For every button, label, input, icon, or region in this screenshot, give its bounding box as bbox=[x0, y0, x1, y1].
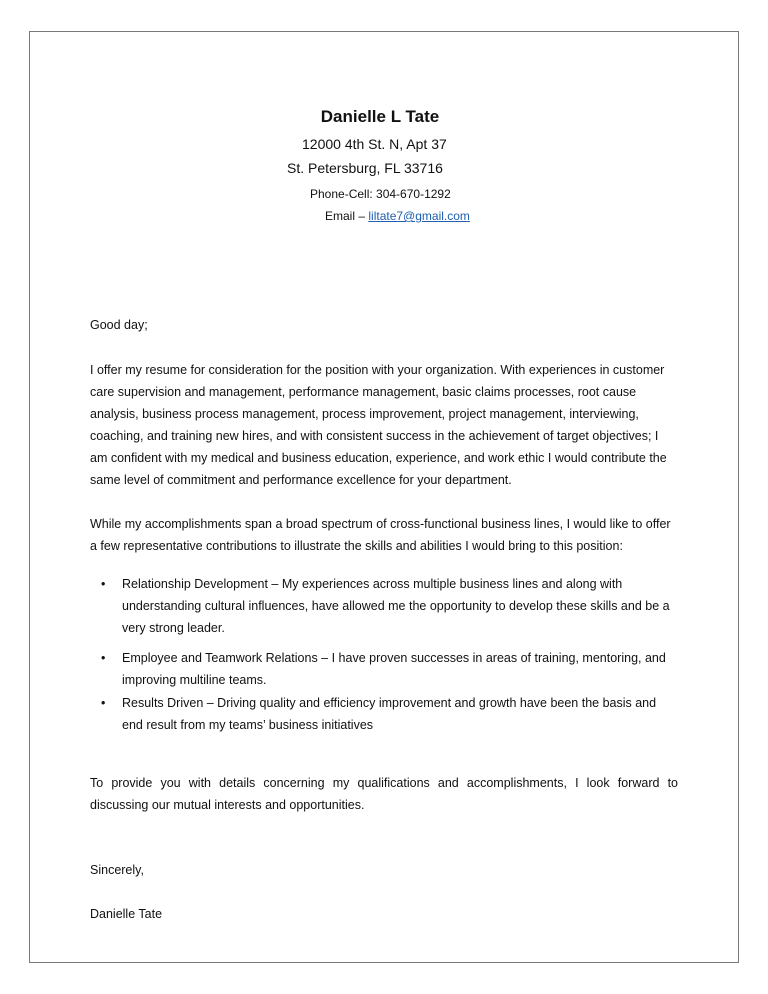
bullet-icon: • bbox=[101, 651, 106, 665]
paragraph-3-line: discussing our mutual interests and opportunities. bbox=[90, 798, 365, 812]
paragraph-1-line: coaching, and training new hires, and with consistent success in the achievement of target objectives; I bbox=[90, 429, 659, 443]
paragraph-1-line: same level of commitment and performance excellence for your department. bbox=[90, 473, 512, 487]
phone: Phone-Cell: 304-670-1292 bbox=[310, 187, 451, 201]
address-line-1: 12000 4th St. N, Apt 37 bbox=[302, 136, 447, 152]
bullet-line: Relationship Development – My experiences across multiple business lines and along with bbox=[122, 577, 623, 591]
bullet-line: understanding cultural influences, have allowed me the opportunity to develop these skills and be a bbox=[122, 599, 670, 613]
bullet-icon: • bbox=[101, 577, 106, 591]
paragraph-1-line: care supervision and management, performance management, basic claims processes, root cause bbox=[90, 385, 637, 399]
email-link[interactable]: liltate7@gmail.com bbox=[368, 209, 470, 223]
paragraph-1-line: analysis, business process management, process improvement, project management, interviewing, bbox=[90, 407, 639, 421]
paragraph-2-line: a few representative contributions to illustrate the skills and abilities I would bring to this position: bbox=[90, 539, 623, 553]
address-line-2: St. Petersburg, FL 33716 bbox=[287, 160, 443, 176]
bullet-line: Results Driven – Driving quality and efficiency improvement and growth have been the basis and bbox=[122, 696, 657, 710]
paragraph-1-line: am confident with my medical and business education, experience, and work ethic I would contribute the bbox=[90, 451, 667, 465]
paragraph-1-line: I offer my resume for consideration for the position with your organization. With experiences in customer bbox=[90, 363, 665, 377]
bullet-line: end result from my teams’ business initiatives bbox=[122, 718, 374, 732]
bullet-line: Employee and Teamwork Relations – I have proven successes in areas of training, mentoring, and bbox=[122, 651, 666, 665]
paragraph-2-line: While my accomplishments span a broad spectrum of cross-functional business lines, I would like to offer bbox=[90, 517, 671, 531]
paragraph-3-line: To provide you with details concerning my qualifications and accomplishments, I look forward to bbox=[90, 776, 678, 790]
email-label: Email – bbox=[325, 209, 369, 223]
greeting: Good day; bbox=[90, 318, 148, 332]
bullet-line: very strong leader. bbox=[122, 621, 225, 635]
email-line bbox=[325, 209, 470, 223]
bullet-icon: • bbox=[101, 696, 106, 710]
sender-name: Danielle L Tate bbox=[320, 107, 440, 126]
closing: Sincerely, bbox=[90, 863, 144, 877]
bullet-line: improving multiline teams. bbox=[122, 673, 267, 687]
signature: Danielle Tate bbox=[90, 907, 163, 921]
